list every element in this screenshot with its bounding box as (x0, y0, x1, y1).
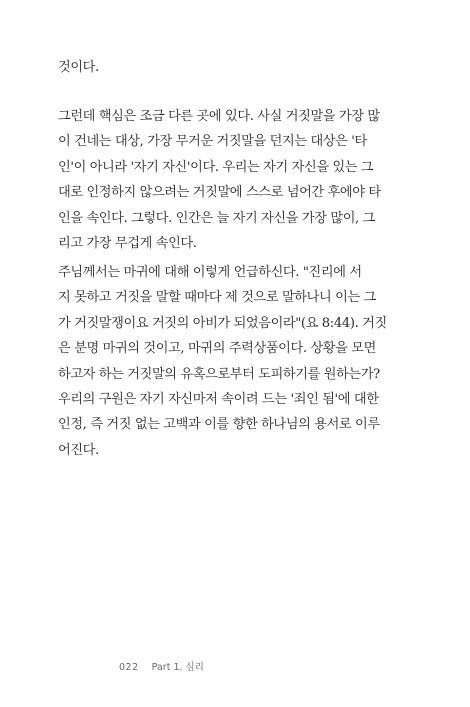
text-line: 인정, 즉 거짓 없는 고백과 이를 향한 하나님의 용서로 이루 (58, 417, 380, 433)
paragraph-2 (58, 260, 410, 463)
text-line: 그런데 핵심은 조금 다른 곳에 있다. 사실 거짓말을 가장 많 (58, 109, 380, 124)
text-line: 어진다. (58, 442, 99, 458)
text-line: 인'이 아니라 '자기 자신'이다. 우리는 자기 자신을 있는 그 (58, 159, 374, 175)
text-line: 리고 가장 무겁게 속인다. (58, 235, 197, 251)
text-line: 하고자 하는 거짓말의 유혹으로부터 도피하기를 원하는가? (58, 366, 380, 382)
text-line: 지 못하고 거짓을 말할 때마다 제 것으로 말하나니 이는 그 (58, 290, 376, 306)
text-line: 인을 속인다. 그렇다. 인간은 늘 자기 자신을 가장 많이, 그 (58, 210, 375, 226)
section-title: Part 1. 심리 (151, 662, 204, 673)
opening-line (58, 55, 410, 80)
text-line: 것이다. (58, 60, 99, 75)
page-number: 022 (119, 662, 139, 673)
text-line: 주님께서는 마귀에 대해 이렇게 언급하신다. "진리에 서 (58, 265, 362, 280)
text-line: 은 분명 마귀의 것이고, 마귀의 주력상품이다. 상황을 모면 (58, 341, 376, 357)
text-line: 이 건네는 대상, 가장 무거운 거짓말을 던지는 대상은 '타 (58, 134, 367, 150)
paragraph-1 (58, 104, 410, 256)
text-line: 가 거짓말쟁이요 거짓의 아비가 되었음이라"(요 8:44). 거짓 (58, 315, 387, 331)
page-footer (119, 659, 204, 673)
text-line: 대로 인정하지 않으려는 거짓말에 스스로 넘어간 후에야 타 (58, 185, 381, 201)
text-line: 우리의 구원은 자기 자신마저 속이려 드는 '죄인 됨'에 대한 (58, 391, 379, 407)
